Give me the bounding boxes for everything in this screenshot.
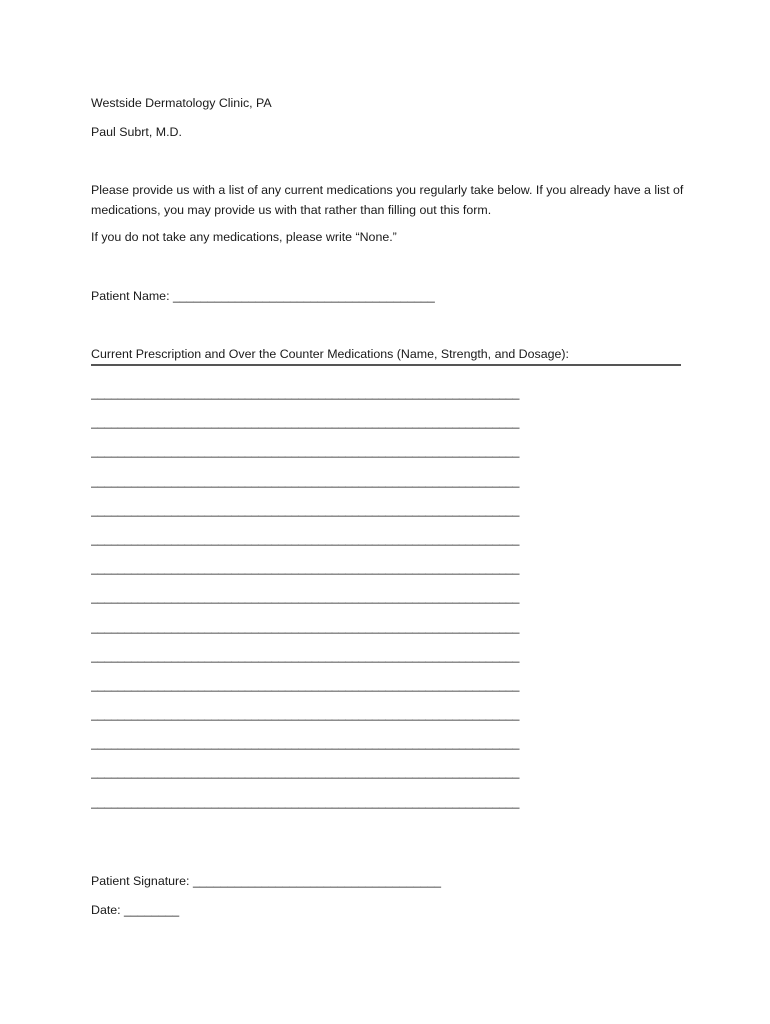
medication-line-11[interactable]: ________________________________________________________________ bbox=[91, 677, 520, 692]
heading-divider bbox=[91, 364, 681, 366]
doctor-name: Paul Subrt, M.D. bbox=[91, 125, 182, 139]
medications-heading: Current Prescription and Over the Counter Medications (Name, Strength, and Dosage): bbox=[91, 347, 569, 361]
patient-name-field[interactable]: Patient Name: ______________________________________ bbox=[91, 289, 435, 303]
medication-line-5[interactable]: ________________________________________________________________ bbox=[91, 502, 520, 517]
medication-line-8[interactable]: ________________________________________________________________ bbox=[91, 590, 520, 605]
no-medications-note: If you do not take any medications, please write “None.” bbox=[91, 230, 397, 244]
instructions-paragraph: Please provide us with a list of any current medications you regularly take below. If you already have a list of medications, you may provide us with that rather than filling out this form. bbox=[91, 183, 684, 217]
date-field[interactable]: Date: ________ bbox=[91, 903, 180, 917]
medication-line-13[interactable]: ________________________________________________________________ bbox=[91, 736, 520, 751]
medication-line-2[interactable]: ________________________________________________________________ bbox=[91, 415, 520, 430]
medication-line-6[interactable]: ________________________________________________________________ bbox=[91, 531, 520, 546]
medication-line-14[interactable]: ________________________________________________________________ bbox=[91, 765, 520, 780]
medication-line-3[interactable]: ________________________________________________________________ bbox=[91, 444, 520, 459]
medication-line-10[interactable]: ________________________________________________________________ bbox=[91, 648, 520, 663]
clinic-name: Westside Dermatology Clinic, PA bbox=[91, 96, 272, 110]
patient-signature-field[interactable]: Patient Signature: ____________________________________ bbox=[91, 874, 442, 888]
medication-line-12[interactable]: ________________________________________________________________ bbox=[91, 707, 520, 722]
medication-line-7[interactable]: ________________________________________________________________ bbox=[91, 561, 520, 576]
medication-line-1[interactable]: ________________________________________________________________ bbox=[91, 386, 520, 400]
medication-line-15[interactable]: ________________________________________________________________ bbox=[91, 794, 520, 809]
medication-lines bbox=[91, 379, 591, 817]
medication-line-4[interactable]: ________________________________________________________________ bbox=[91, 473, 520, 488]
medication-line-9[interactable]: ________________________________________________________________ bbox=[91, 619, 520, 634]
